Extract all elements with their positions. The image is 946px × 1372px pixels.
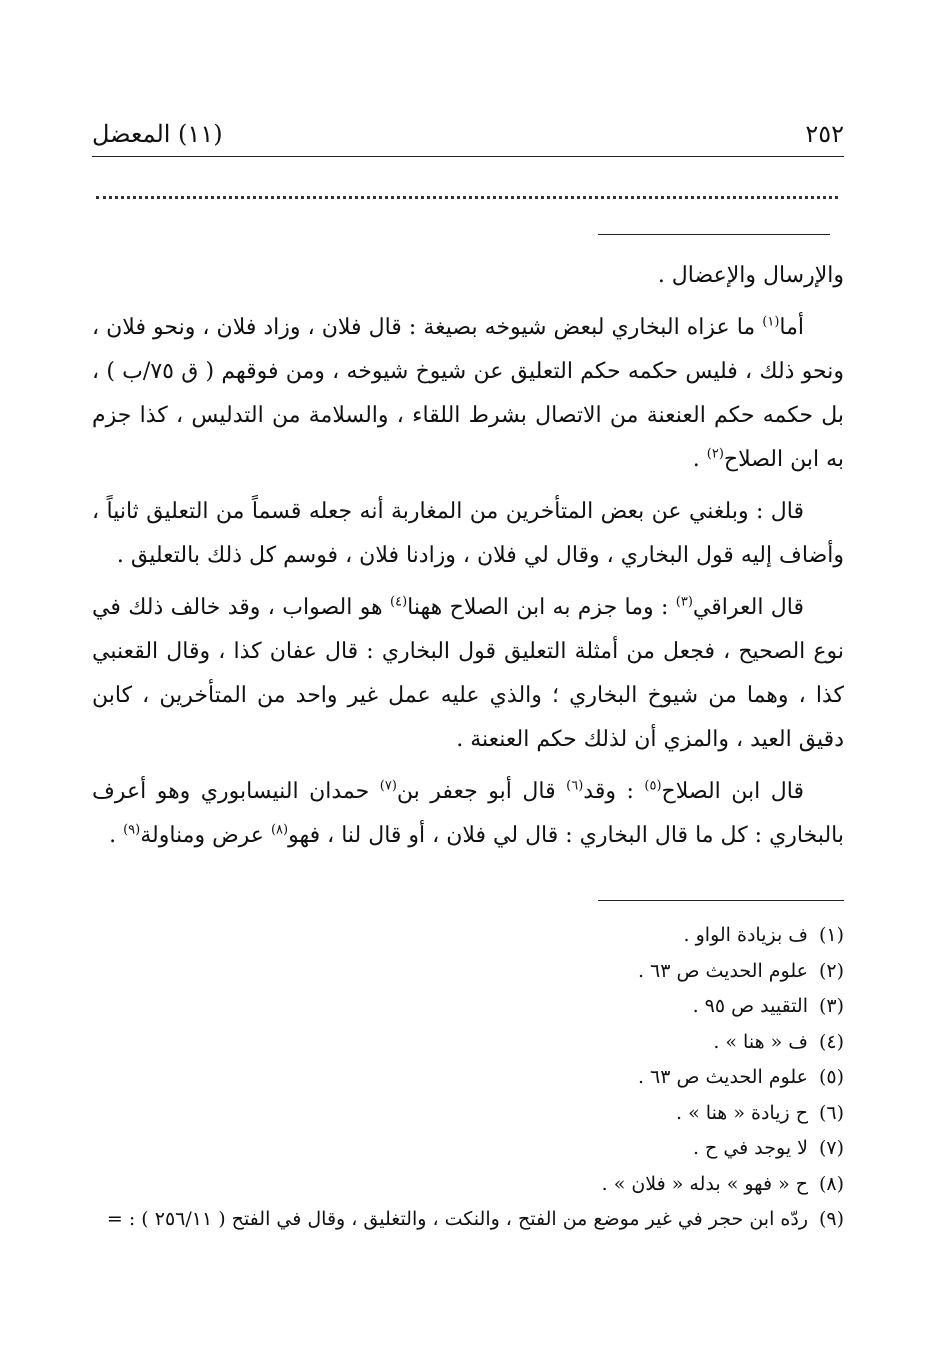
footnote-text: ح « فهو » بدله « فلان » . <box>601 1172 808 1195</box>
text-span: : وقد <box>583 779 645 804</box>
text-span: قال أبو جعفر بن <box>396 779 567 804</box>
footnote-2 <box>80 954 844 990</box>
paragraph-1: والإرسال والإعضال . <box>657 263 844 288</box>
footnote-number: (١) <box>818 924 844 946</box>
omission-dotted-line <box>96 196 838 203</box>
footnote-ref-8: (٨) <box>270 822 289 838</box>
paragraph-3: قال : وبلغني عن بعض المتأخرين من المغاربة أنه جعله قسماً من التعليق ثانياً ، وأضاف إليه قول البخاري ، وقال لي فلان ، وزادنا فلان ، فوسم كل ذلك بالتعليق . <box>92 499 844 568</box>
footnote-text: ردّه ابن حجر في غير موضع من الفتح ، والنكت ، والتغليق ، وقال في الفتح ( ٢٥٦/١١ ) : = <box>106 1208 808 1230</box>
footnote-ref-3: (٣) <box>675 594 693 610</box>
footnote-5 <box>80 1060 844 1096</box>
footnote-number: (٩) <box>818 1208 844 1230</box>
footnote-number: (٨) <box>818 1172 844 1195</box>
footnote-text: ح زيادة « هنا » . <box>676 1101 808 1124</box>
footnote-7 <box>80 1131 844 1167</box>
text-span: . <box>692 447 707 472</box>
footnote-ref-2: (٢) <box>706 446 724 462</box>
text-span: قال العراقي <box>692 595 805 620</box>
paragraph-5 <box>92 770 844 858</box>
text-span: عرض ومناولة <box>140 823 271 848</box>
footnotes <box>80 918 844 1238</box>
footnote-9 <box>80 1202 844 1238</box>
footnote-8 <box>80 1167 844 1203</box>
footnote-ref-1: (١) <box>762 314 780 330</box>
text-span: : وما جزم به ابن الصلاح ههنا <box>407 595 676 620</box>
footnote-ref-7: (٧) <box>379 778 397 794</box>
main-text <box>92 254 844 866</box>
footnote-ref-6: (٦) <box>566 778 584 794</box>
footnote-3 <box>80 989 844 1025</box>
footnote-number: (٦) <box>818 1101 844 1124</box>
footnote-text: علوم الحديث ص ٦٣ . <box>637 1066 808 1088</box>
text-span: هو الصواب ، وقد خالف ذلك في نوع الصحيح ، فجعل من أمثلة التعليق قول البخاري : قال عفان كذا ، وقال القعنبي كذا ، وهما من شيوخ البخاري ؛ والذي عليه عمل غير واحد من المتأخرين ، كابن دقيق العيد ، والمزي أن لذلك حكم العنعنة . <box>92 595 844 752</box>
section-rule <box>598 234 830 235</box>
text-span: أما <box>779 315 804 340</box>
footnote-6 <box>80 1096 844 1132</box>
text-span: حمدان النيسابوري وهو أعرف بالبخاري : كل ما قال البخاري : قال لي فلان ، أو قال لنا ، فهو <box>92 779 844 848</box>
footnote-ref-4: (٤) <box>390 594 408 610</box>
footnote-text: التقييد ص ٩٥ . <box>692 995 808 1017</box>
footnote-1 <box>80 918 844 954</box>
footnote-number: (٣) <box>818 995 844 1017</box>
text-span: . <box>109 823 124 848</box>
page-header <box>92 118 844 157</box>
text-span: ما عزاه البخاري لبعض شيوخه بصيغة : قال فلان ، وزاد فلان ، ونحو فلان ، ونحو ذلك ، فليس حكمه حكم التعليق عن شيوخ شيوخه ، ومن فوقهم ( ق ٧٥/ب ) ، بل حكمه حكم العنعنة من الاتصال بشرط اللقاء ، والسلامة من التدليس ، كذا جزم به ابن الصلاح <box>92 315 845 472</box>
footnote-separator <box>598 900 844 901</box>
footnote-text: ف بزيادة الواو . <box>683 924 808 946</box>
text-span: قال ابن الصلاح <box>661 779 804 804</box>
footnote-number: (٢) <box>818 959 844 982</box>
footnote-ref-5: (٥) <box>644 778 662 794</box>
paragraph-4 <box>92 586 844 762</box>
footnote-number: (٧) <box>818 1137 844 1159</box>
page-number: ٢٥٢ <box>805 120 844 148</box>
footnote-number: (٥) <box>818 1066 844 1088</box>
footnote-number: (٤) <box>818 1030 844 1053</box>
footnote-text: ف « هنا » . <box>713 1030 808 1053</box>
footnote-text: علوم الحديث ص ٦٣ . <box>637 959 808 982</box>
paragraph-2 <box>92 306 844 482</box>
footnote-4 <box>80 1025 844 1061</box>
footnote-text: لا يوجد في ح . <box>692 1137 808 1159</box>
chapter-title: (١١) المعضل <box>92 120 223 148</box>
footnote-ref-9: (٩) <box>123 822 141 838</box>
